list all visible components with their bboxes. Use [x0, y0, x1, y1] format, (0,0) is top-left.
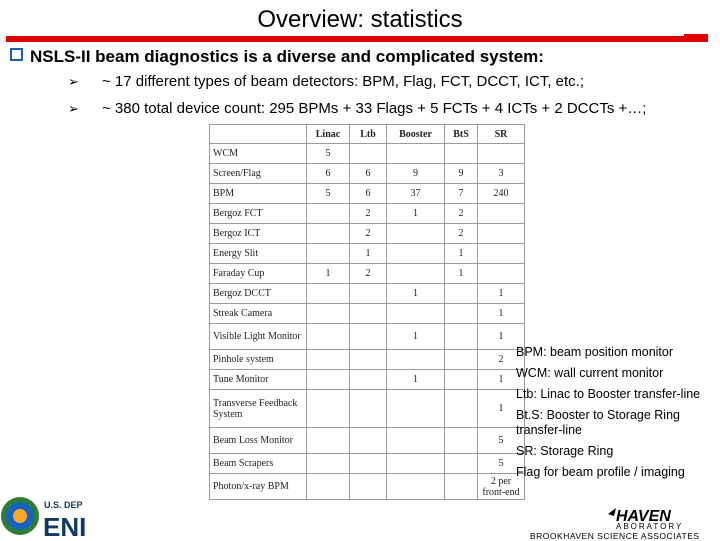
legend-item: WCM: wall current monitor	[516, 366, 664, 380]
column-header: Ltb	[350, 125, 387, 144]
count-cell-sr: 1	[478, 324, 525, 350]
count-cell-bts	[445, 304, 478, 324]
table-header-row	[210, 125, 525, 144]
table-row	[210, 304, 525, 324]
main-bullet-text: NSLS-II beam diagnostics is a diverse and complicated system:	[30, 47, 544, 66]
legend-item: SR: Storage Ring	[516, 444, 614, 458]
count-cell-booster	[387, 428, 445, 454]
count-cell-ltb: 2	[350, 204, 387, 224]
count-cell-bts: 1	[445, 264, 478, 284]
count-cell-ltb: 6	[350, 164, 387, 184]
page-title: Overview: statistics	[257, 6, 463, 33]
count-cell-sr	[478, 144, 525, 164]
count-cell-bts: 2	[445, 224, 478, 244]
table-row	[210, 454, 525, 474]
count-cell-booster	[387, 350, 445, 370]
count-cell-bts: 7	[445, 184, 478, 204]
column-header: Booster	[387, 125, 445, 144]
count-cell-sr: 5	[478, 428, 525, 454]
count-cell-linac	[307, 244, 350, 264]
count-cell-ltb	[350, 428, 387, 454]
table-row	[210, 390, 525, 428]
count-cell-booster: 9	[387, 164, 445, 184]
count-cell-booster: 1	[387, 370, 445, 390]
count-cell-sr: 3	[478, 164, 525, 184]
count-cell-ltb: 2	[350, 264, 387, 284]
title-rule-accent	[684, 34, 708, 37]
count-cell-bts	[445, 324, 478, 350]
device-name-cell: Bergoz FCT	[210, 204, 307, 224]
count-cell-sr: 240	[478, 184, 525, 204]
count-cell-bts	[445, 370, 478, 390]
count-cell-ltb: 1	[350, 244, 387, 264]
count-cell-sr: 2	[478, 350, 525, 370]
count-cell-linac	[307, 284, 350, 304]
table-row	[210, 428, 525, 454]
count-cell-ltb	[350, 474, 387, 500]
count-cell-bts: 2	[445, 204, 478, 224]
count-cell-bts	[445, 428, 478, 454]
column-header: SR	[478, 125, 525, 144]
table-row	[210, 350, 525, 370]
device-name-cell: BPM	[210, 184, 307, 204]
bsa-text: BROOKHAVEN SCIENCE ASSOCIATES	[530, 531, 700, 541]
table-row	[210, 324, 525, 350]
count-cell-bts	[445, 474, 478, 500]
count-cell-sr: 1	[478, 304, 525, 324]
arrow-bullet-icon: ➢	[68, 74, 79, 89]
sub-bullet-text: ~ 17 different types of beam detectors: BPM, Flag, FCT, DCCT, ICT, etc.;	[102, 73, 584, 90]
count-cell-ltb	[350, 324, 387, 350]
table-row	[210, 284, 525, 304]
count-cell-ltb	[350, 370, 387, 390]
count-cell-sr: 5	[478, 454, 525, 474]
svg-text:ABORATORY: ABORATORY	[616, 522, 684, 531]
count-cell-sr: 1	[478, 284, 525, 304]
count-cell-ltb	[350, 284, 387, 304]
count-cell-sr	[478, 204, 525, 224]
count-cell-linac	[307, 428, 350, 454]
count-cell-ltb: 2	[350, 224, 387, 244]
device-name-cell: Pinhole system	[210, 350, 307, 370]
count-cell-ltb	[350, 304, 387, 324]
count-cell-sr	[478, 264, 525, 284]
arrow-bullet-icon: ➢	[68, 101, 79, 116]
device-name-cell: Transverse Feedback System	[210, 390, 307, 428]
device-name-cell: Screen/Flag	[210, 164, 307, 184]
svg-text:U.S. DEP: U.S. DEP	[44, 500, 83, 510]
count-cell-ltb	[350, 390, 387, 428]
abbreviation-legend	[516, 345, 716, 486]
device-name-cell: Beam Scrapers	[210, 454, 307, 474]
count-cell-booster	[387, 454, 445, 474]
count-cell-booster	[387, 390, 445, 428]
svg-text:HAVEN: HAVEN	[616, 508, 671, 525]
count-cell-ltb	[350, 144, 387, 164]
count-cell-booster	[387, 244, 445, 264]
count-cell-ltb	[350, 350, 387, 370]
device-name-cell: Faraday Cup	[210, 264, 307, 284]
table-row	[210, 184, 525, 204]
table-row	[210, 474, 525, 500]
device-name-cell: Energy Slit	[210, 244, 307, 264]
title-rule	[6, 36, 708, 42]
legend-item: Flag for beam profile / imaging	[516, 465, 685, 479]
count-cell-linac	[307, 474, 350, 500]
device-name-cell: Bergoz ICT	[210, 224, 307, 244]
count-cell-ltb: 6	[350, 184, 387, 204]
table-row	[210, 264, 525, 284]
statistics-table	[209, 124, 525, 500]
count-cell-bts	[445, 454, 478, 474]
count-cell-linac	[307, 324, 350, 350]
device-name-cell: Bergoz DCCT	[210, 284, 307, 304]
count-cell-linac	[307, 454, 350, 474]
count-cell-booster	[387, 264, 445, 284]
count-cell-ltb	[350, 454, 387, 474]
count-cell-sr	[478, 224, 525, 244]
table-row	[210, 144, 525, 164]
device-name-cell: Tune Monitor	[210, 370, 307, 390]
table-body	[210, 144, 525, 500]
device-name-cell: Streak Camera	[210, 304, 307, 324]
count-cell-linac	[307, 350, 350, 370]
count-cell-linac: 6	[307, 164, 350, 184]
main-bullet	[10, 46, 544, 68]
count-cell-sr	[478, 244, 525, 264]
count-cell-booster	[387, 144, 445, 164]
count-cell-booster	[387, 224, 445, 244]
count-cell-sr: 1	[478, 370, 525, 390]
count-cell-bts: 9	[445, 164, 478, 184]
legend-item: Bt.S: Booster to Storage Ring transfer-line	[516, 408, 680, 437]
device-name-cell: WCM	[210, 144, 307, 164]
checkbox-bullet-icon	[10, 48, 23, 61]
device-name-cell: Beam Loss Monitor	[210, 428, 307, 454]
column-header: BtS	[445, 125, 478, 144]
count-cell-linac: 5	[307, 144, 350, 164]
column-header: Linac	[307, 125, 350, 144]
count-cell-linac: 1	[307, 264, 350, 284]
count-cell-bts	[445, 144, 478, 164]
count-cell-booster: 37	[387, 184, 445, 204]
legend-item: Ltb: Linac to Booster transfer-line	[516, 387, 701, 401]
legend-item: BPM: beam position monitor	[516, 345, 674, 359]
doe-logo	[0, 494, 96, 540]
count-cell-booster: 1	[387, 324, 445, 350]
count-cell-bts	[445, 390, 478, 428]
count-cell-booster: 1	[387, 284, 445, 304]
table-row	[210, 244, 525, 264]
count-cell-booster	[387, 474, 445, 500]
count-cell-booster	[387, 304, 445, 324]
svg-text:ENI: ENI	[43, 512, 87, 540]
count-cell-sr: 1	[478, 390, 525, 428]
count-cell-linac	[307, 224, 350, 244]
column-header	[210, 125, 307, 144]
table-row	[210, 224, 525, 244]
count-cell-linac	[307, 304, 350, 324]
sub-bullet-text: ~ 380 total device count: 295 BPMs + 33 Flags + 5 FCTs + 4 ICTs + 2 DCCTs +…;	[102, 100, 647, 117]
table-row	[210, 164, 525, 184]
count-cell-linac	[307, 370, 350, 390]
device-name-cell: Visible Light Monitor	[210, 324, 307, 350]
table-row	[210, 370, 525, 390]
count-cell-booster: 1	[387, 204, 445, 224]
device-name-cell: Photon/x-ray BPM	[210, 474, 307, 500]
count-cell-bts: 1	[445, 244, 478, 264]
count-cell-bts	[445, 284, 478, 304]
count-cell-sr: 2 per front-end	[478, 474, 525, 500]
count-cell-linac: 5	[307, 184, 350, 204]
count-cell-linac	[307, 390, 350, 428]
count-cell-linac	[307, 204, 350, 224]
count-cell-bts	[445, 350, 478, 370]
table-row	[210, 204, 525, 224]
